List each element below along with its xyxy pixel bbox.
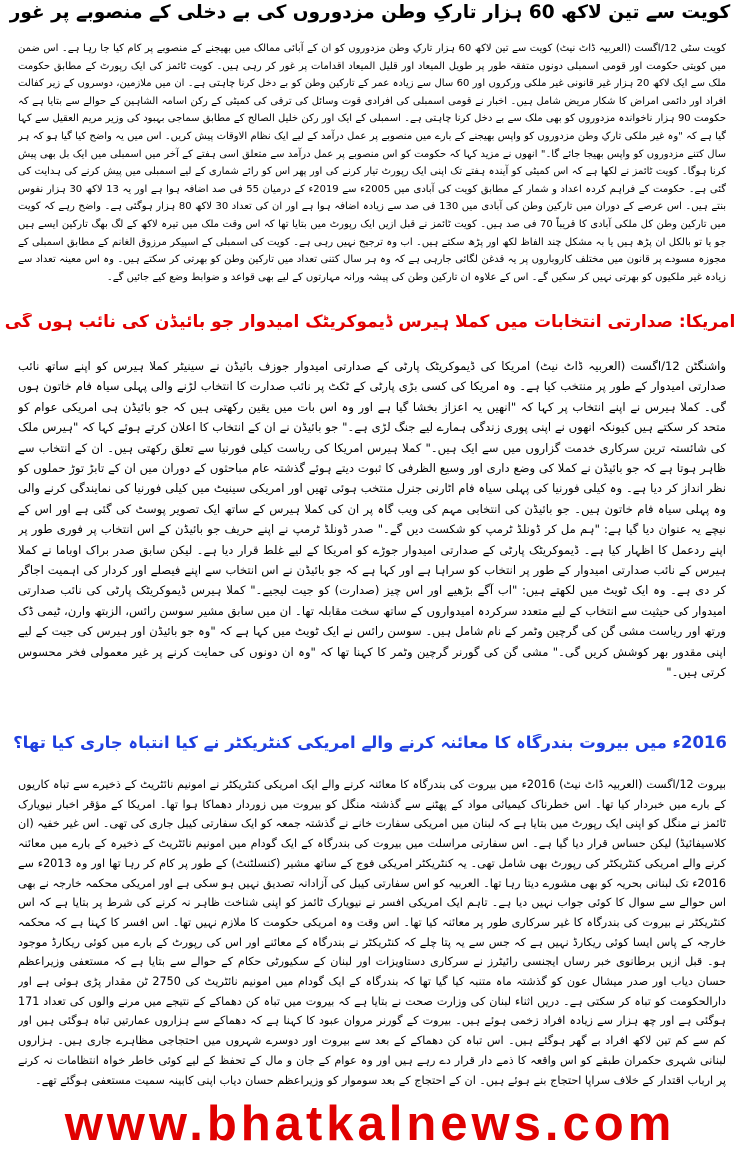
article-body-beirut: بیروت 12/اگست (العربیہ ڈاٹ نیٹ) 2016ء میں بیروت کی بندرگاہ کا معائنہ کرنے والے ایک امریکی کنٹریکٹر نے امونیم نائٹریٹ کے ذخیرے سے تباہ کاریوں کے بارے میں خبردار کیا تھا۔ اس خطرناک کیمیائی مواد کے پھٹنے سے گذشتہ منگل کو بیروت میں زوردار دھماکا ہوا تھا۔ امریکا کے مؤقر اخبار نیویارک ٹائمز نے منگل کو اپنی ایک رپورٹ میں بتایا ہے کہ لبنان میں امریکی سفارت خانے نے گذشتہ جمعہ کو ایک سفارتی کیبل جاری کی تھی۔ اس غیر خفیہ (ان کلاسیفائیڈ) لیکن حساس قرار دیا گیا ہے۔ اس سفارتی مراسلت میں بیروت کی بندرگاہ کے ایک گودام میں امونیم نائٹریٹ کے ذخیرہ کے بارے میں معائنہ کرنے والے امریکی کنٹریکٹر کی رپورٹ بھی شامل تھی۔ یہ کنٹریکٹر امریکی فوج کے ساتھ مشیر (کنسلٹنٹ) کے طور پر کام کر رہا تھا اور وہ 2013ء سے 2016ء تک لبنانی بحریہ کو بھی مشورے دیتا رہا تھا۔ العربیہ کو اس سفارتی کیبل کی آزادانہ تصدیق نہیں ہو سکی ہے اور امریکی محکمہ خارجہ نے بھی اس حوالے سے سوال کا کوئی جواب نہیں دیا ہے۔ تاہم ایک امریکی افسر نے نیویارک ٹائمز کو اپنی شناخت ظاہر نہ کرنے کی شرط پر بتایا ہے کہ اس کنٹریکٹر نے بیروت کی بندرگاہ کا غیر سرکاری طور پر معائنہ کیا تھا۔ اس وقت وہ امریکی حکومت کا ملازم نہیں تھا۔ اس افسر کا کہنا ہے کہ محکمہ خارجہ کے پاس ایسا کوئی ریکارڈ نہیں ہے کہ جس سے یہ پتا چلے کہ کنٹریکٹر نے بندرگاہ کے معائنے اور اس کی رپورٹ کے بارے میں کوئی ریکارڈ موجود ہو۔ قبل ازیں برطانوی خبر رساں ایجنسی رائیٹرز نے سرکاری دستاویزات اور لبنان کے سکیورٹی حکام کے حوالے سے بتایا ہے کہ مستعفی وزیراعظم حسان دیاب اور صدر میشال عون کو گذشتہ ماہ متنبہ کیا گیا تھا کہ بندرگاہ کے ایک گودام میں امونیم نائٹریٹ کی 2750 ٹن مقدار پڑی ہوئی ہے اور دارالحکومت کو تباہ کر سکتی ہے۔ دریں اثناء لبنان کی وزارت صحت نے بتایا ہے کہ بیروت میں تباہ کن دھماکے کے نتیجے میں مرنے والوں کی تعداد 171 ہوگئی ہے اور چھ ہزار سے زیادہ افراد زخمی ہوئے ہیں۔ بیروت کے گورنر مروان عبود کا کہنا ہے کہ دھماکے سے ہزاروں عمارتیں تباہ ہوگئی ہیں اور کم سے کم تین لاکھ افراد بے گھر ہوگئے ہیں۔ اس تباہ کن دھماکے کے بعد سے بیروت اور دوسرے شہروں میں احتجاجی مظاہرے جاری ہیں۔ ہزاروں لبنانی شہری حکمران طبقے کو اس واقعہ کا ذمے دار قرار دے رہے ہیں اور وہ عوام کے جان و مال کے تحفظ کے لیے کوئی خاطر خواہ انتظامات نہ کرنے پر ارباب اقتدار کے خلاف سراپا احتجاج بنے ہوئے ہیں۔ ان کے احتجاج کے بعد سوموار کو وزیراعظم حسان دیاب اپنی کابینہ سمیت مستعفی ہوگئے تھے۔ bbox=[18, 778, 726, 1087]
article-body-kuwait: کویت سٹی 12/اگست (العربیہ ڈاٹ نیٹ) کویت سے تین لاکھ 60 ہزار تارکِ وطن مزدوروں کو ان کے آبائی ممالک میں بھیجنے کے منصوبے پر کام کیا جا رہا ہے۔ اس ضمن میں کویتی حکومت اور قومی اسمبلی دونوں متفقہ طور پر طویل المیعاد اور قلیل المیعاد اقدامات پر غور کر رہی ہیں۔ کویت ٹائمز کی ایک رپورٹ کے مطابق حکومت ملک سے ایک لاکھ 20 ہزار غیر قانونی غیر ملکی ورکروں اور 60 سال سے زیادہ عمر کے تارکین وطن کو بے دخل کرنا چاہتی ہے۔ ان میں ملازمین، دوسروں کے زیر کفالت افراد اور دائمی امراض کا شکار مریض شامل ہیں۔ اخبار نے قومی اسمبلی کی افرادی قوت وسائل کی ترقی کی کمیٹی کے رکن اسامہ الشاہین کے حوالے سے بتایا ہے کہ حکومت 90 ہزار ناخواندہ مزدوروں کو بھی ملک سے بے دخل کرنا چاہتی ہے۔ اسمبلی کے ایک اور رکن خلیل الصالح کے مطابق سماجی بہبود کی وزیر مریم العقیل سے کہا گیا ہے کہ "وہ غیر ملکی تارکِ وطن مزدوروں کو واپس بھیجنے کے بارے میں منصوبے پر عمل درآمد کے لیے ایک نظام الاوقات پیش کریں۔ اس میں یہ واضح کیا گیا ہو کہ ہر سال کتنے مزدوروں کو واپس بھیجا جائے گا۔" انھوں نے مزید کہا کہ حکومت کو اس منصوبے پر عمل درآمد سے متعلق اسی ہفتے کے آخر میں اسمبلی میں ایک بل بھی پیش کرنا ہوگا۔ کویت ٹائمز نے لکھا ہے کہ اس کمیٹی کو آیندہ ہفتے تک اپنی ایک رپورٹ تیار کرنے کی اور پھر اس کو رائے شماری کے لیے اسمبلی میں پیش کرنے کی ہدایت کی گئی ہے۔ حکومت کے فراہم کردہ اعداد و شمار کے مطابق کویت کی آبادی میں 2005ء سے 2019ء کے درمیان 55 فی صد اضافہ ہوا ہے اور یہ 13 لاکھ 30 ہزار نفوس بنتے ہیں۔ اس عرصے کے دوران میں تارکین وطن کی آبادی میں 130 فی صد سے زیادہ اضافہ ہوا ہے اور ان کی تعداد 30 لاکھ 80 ہزار ہوگئی ہے۔ واضح رہے کہ کویت میں تارکین وطن کل ملکی آبادی کا قریباً 70 فی صد ہیں۔ کویت ٹائمز نے قبل ازیں ایک رپورٹ میں بتایا تھا کہ اس وقت ملک میں تیرہ لاکھ کے لگ بھگ تارکین ایسے ہیں جو یا تو بالکل ان پڑھ ہیں یا بہ مشکل چند الفاظ لکھ اور پڑھ سکتے ہیں۔ اب وہ ترجیح نہیں رہی ہے۔ کویت کی اسمبلی کے اسپیکر مرزوق الغانم کے مطابق اسمبلی کے مجوزہ مسودے پر قانون میں مختلف کاروباروں پر یہ قدغن لگائی جارہی ہے کہ وہ ہر سال کتنی تعداد میں تارکین وطن کو بھرتی کر سکتے ہیں۔ وہ اس معینہ تعداد سے زیادہ غیر ملکیوں کو بھرتی نہیں کر سکیں گے۔ اس کے علاوہ ان تارکین وطن کی پیشہ ورانہ مہارتوں کے لیے بھی قواعد و ضوابط وضع کیے جائیں گے۔ bbox=[18, 43, 726, 283]
headline-kuwait: کویت سے تین لاکھ 60 ہزار تارکِ وطن مزدوروں کی بے دخلی کے منصوبے پر غور bbox=[9, 2, 731, 23]
headline-beirut: 2016ء میں بیروت بندرگاہ کا معائنہ کرنے والے امریکی کنٹریکٹر نے کیا انتباہ جاری کیا تھا؟ bbox=[13, 734, 727, 752]
headline-us-election: امریکا: صدارتی انتخابات میں کملا ہیرس ڈیموکریٹک امیدوار جو بائیڈن کی نائب ہوں گی bbox=[4, 313, 736, 332]
article-body-us-election: واشنگٹن 12/اگست (العربیہ ڈاٹ نیٹ) امریکا کی ڈیموکریٹک پارٹی کے صدارتی امیدوار جوزف بائیڈن نے سینیٹر کملا ہیرس کو اپنے ساتھ نائب صدارتی امیدوار کے طور پر منتخب کیا ہے۔ وہ امریکا کی کسی بڑی پارٹی کے ٹکٹ پر نائب صدارت کا انتخاب لڑنے والی پہلی سیاہ فام خاتون ہوں گی۔ کملا ہیرس نے اپنے انتخاب پر کہا کہ "انھیں یہ اعزاز بخشا گیا ہے اور وہ اس بات میں یقین رکھتی ہیں کہ جو بائیڈن ہی امریکی عوام کو متحد کر سکتے ہیں کیونکہ انھوں نے اپنی پوری زندگی ہمارے لیے جنگ لڑی ہے۔" جو بائیڈن نے ان کے انتخاب کا اعلان کرتے ہوئے کہا کہ "ہیرس ملک کی شائستہ ترین سرکاری خدمت گزاروں میں سے ایک ہیں۔" کملا ہیرس امریکا کی ریاست کیلی فورنیا سے تعلق رکھتی ہیں۔ ان کے انتخاب سے ظاہر ہوتا ہے کہ جو بائیڈن نے کملا کی وضع داری اور وسیع الظرفی کا ثبوت دیتے ہوئے گذشتہ عام مباحثوں کے دوران میں ان کے تابڑ توڑ حملوں کو نظر انداز کر دیا ہے۔ وہ کیلی فورنیا کی پہلی سیاہ فام اٹارنی جنرل منتخب ہوئی تھیں اور امریکی سینیٹ میں کیلی فورنیا کی نمایندگی کرنے والی وہ پہلی سیاہ فام خاتون ہیں۔ جو بائیڈن کی انتخابی مہم کی ویب گاہ پر ان کی کملا ہیرس کے ساتھ ایک تصویر پوسٹ کی گئی ہے اور اس کے نیچے یہ عنوان دیا گیا ہے: "ہم مل کر ڈونلڈ ٹرمپ کو شکست دیں گے۔" صدر ڈونلڈ ٹرمپ نے اپنے حریف جو بائیڈن کے اس انتخاب پر فوری طور پر اپنے ردعمل کا اظہار کیا ہے۔ ڈیموکریٹک پارٹی کے صدارتی امیدوار جوڑے کو امریکا کے لیے غلط قرار دیا ہے۔ لیکن سابق صدر براک اوباما نے کملا ہیرس کے نائب صدارتی امیدوار کے طور پر انتخاب کو سراہا ہے اور کہا ہے کہ جو بائیڈن نے اس انتخاب سے اپنے فیصلے اور کردار کی اہمیت اجاگر کر دی ہے۔ وہ ایک ٹویٹ میں لکھتے ہیں: "اب آگے بڑھیے اور اس چیز (صدارت) کو جیت لیجیے۔" کملا ہیرس ڈیموکریٹک پارٹی کی نائب صدارتی امیدوار کی حیثیت سے انتخاب کے لیے متعدد سرکردہ امیدواروں کے ساتھ سخت مقابلہ تھا۔ ان میں سابق مشیر سوسن رائس، الزبتھ وارن، ٹیمی ڈک ورتھ اور ریاست مشی گن کی گرچین وٹمر کے نام شامل ہیں۔ سوسن رائس نے ایک ٹویٹ میں کہا ہے کہ "وہ جو بائیڈن اور ہیرس کی جیت کے لیے اپنی مقدور بھر کوشش کریں گی۔" مشی گن کی گورنر گرچین وٹمر کا کہنا تھا کہ "وہ ان دونوں کی حمایت کرنے پر غیر معمولی فخر محسوس کرتی ہیں۔" bbox=[18, 359, 726, 680]
footer-site-url: www.bhatkalnews.com bbox=[64, 1097, 676, 1151]
